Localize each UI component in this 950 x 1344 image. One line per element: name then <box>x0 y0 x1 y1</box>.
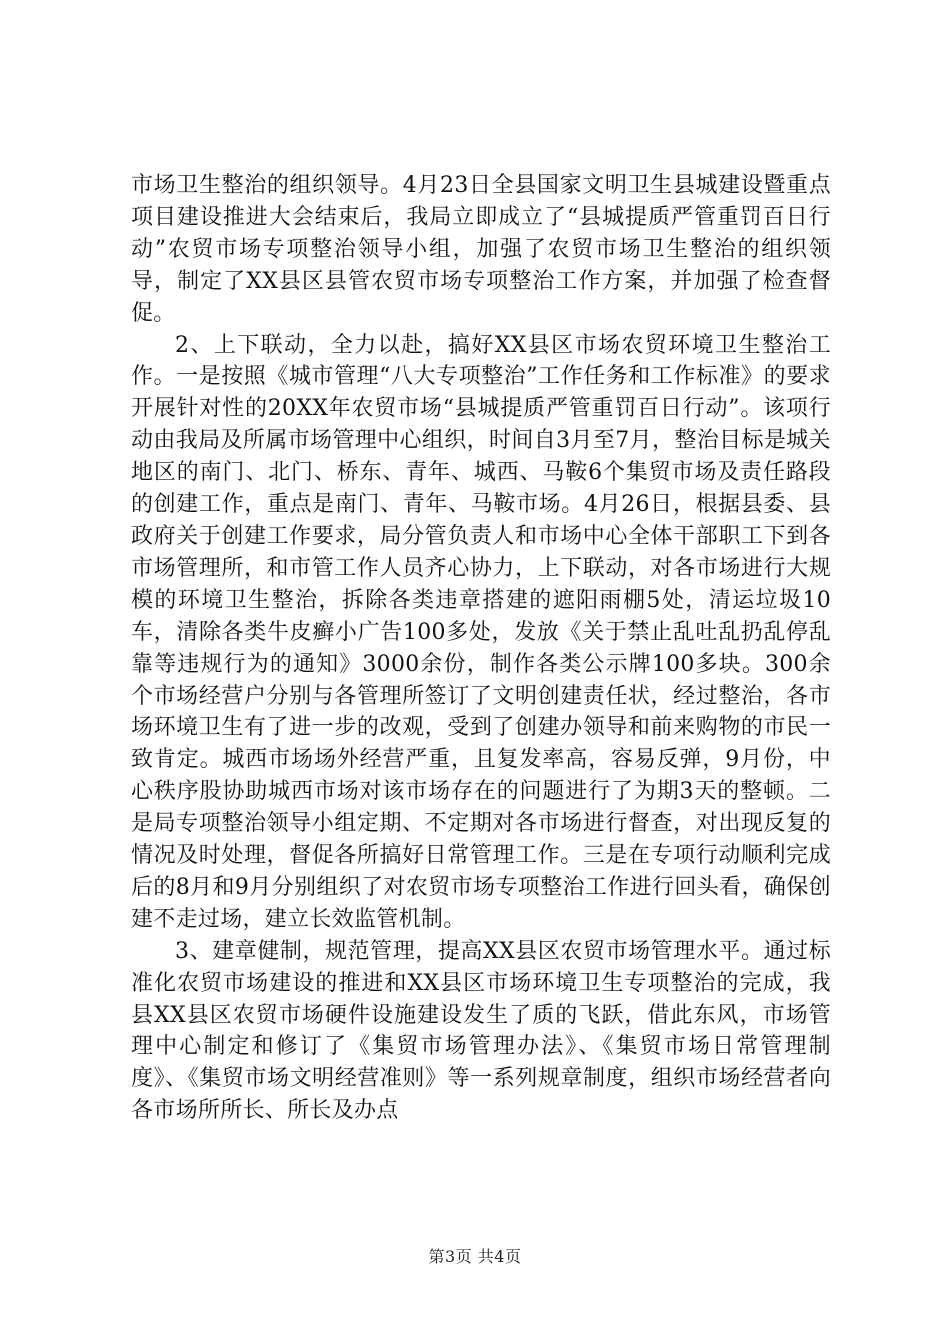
paragraph-1: 市场卫生整治的组织领导。4月23日全县国家文明卫生县城建设暨重点项目建设推进大会结束后，我局立即成立了“县城提质严管重罚百日行动”农贸市场专项整治领导小组，加强了农贸市场卫生整治的组织领导，制定了XX县区县管农贸市场专项整治工作方案，并加强了检查督促。 <box>131 173 831 326</box>
paragraph-2: 2、上下联动，全力以赴，搞好XX县区市场农贸环境卫生整治工作。一是按照《城市管理“八大专项整治”工作任务和工作标准》的要求开展针对性的20XX年农贸市场“县城提质严管重罚百日行动”。该项行动由我局及所属市场管理中心组织，时间自3月至7月，整治目标是城关地区的南门、北门、桥东、青年、城西、马鞍6个集贸市场及责任路段的创建工作，重点是南门、青年、马鞍市场。4月26日，根据县委、县政府关于创建工作要求，局分管负责人和市场中心全体干部职工下到各市场管理所，和市管工作人员齐心协力，上下联动，对各市场进行大规模的环境卫生整治，拆除各类违章搭建的遮阳雨棚5处，清运垃圾10车，清除各类牛皮癣小广告100多处，发放《关于禁止乱吐乱扔乱停乱靠等违规行为的通知》3000余份，制作各类公示牌100多块。300余个市场经营户分别与各管理所签订了文明创建责任状，经过整治，各市场环境卫生有了进一步的改观，受到了创建办领导和前来购物的市民一致肯定。城西市场场外经营严重，且复发率高，容易反弹，9月份，中心秩序股协助城西市场对该市场存在的问题进行了为期3天的整顿。二是局专项整治领导小组定期、不定期对各市场进行督查，对出现反复的情况及时处理，督促各所搞好日常管理工作。三是在专项行动顺利完成后的8月和9月分别组织了对农贸市场专项整治工作进行回头看，确保创建不走过场，建立长效监管机制。 <box>131 332 831 932</box>
page-number-footer: 第3页 共4页 <box>428 1247 522 1266</box>
paragraph-3: 3、建章健制，规范管理，提高XX县区农贸市场管理水平。通过标准化农贸市场建设的推进和XX县区市场环境卫生专项整治的完成，我县XX县区农贸市场硬件设施建设发生了质的飞跃，借此东风，市场管理中心制定和修订了《集贸市场管理办法》、《集贸市场日常管理制度》、《集贸市场文明经营准则》等一系列规章制度，组织市场经营者向各市场所所长、所长及办点 <box>131 938 831 1124</box>
document-body <box>131 170 831 1127</box>
